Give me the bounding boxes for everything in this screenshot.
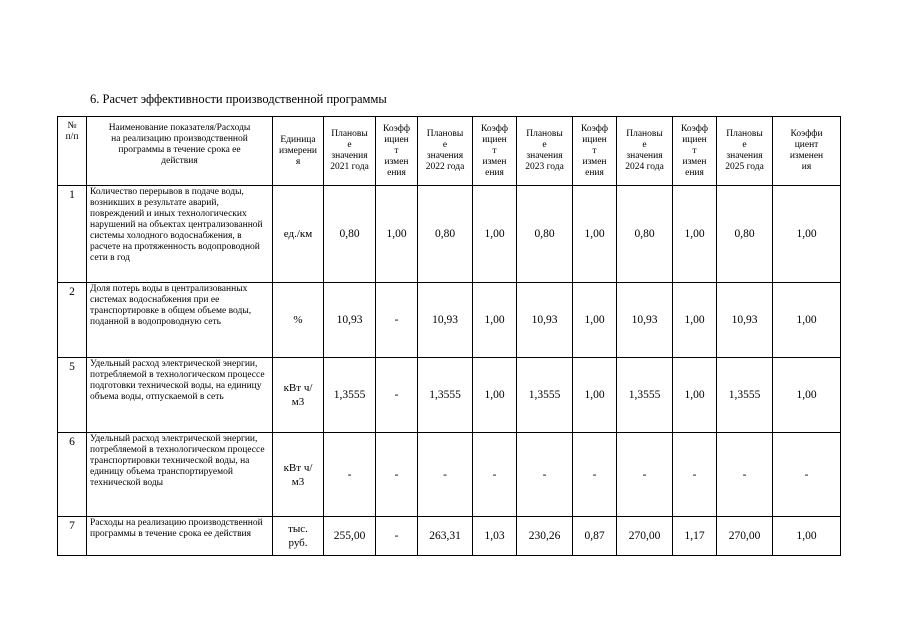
value-cell: - bbox=[473, 433, 517, 517]
column-header: Коэфф ициен т измен ения bbox=[376, 117, 418, 186]
value-cell: 1,3555 bbox=[717, 358, 773, 433]
value-cell: 0,80 bbox=[517, 186, 573, 283]
column-header: Плановы е значения 2022 года bbox=[418, 117, 473, 186]
indicator-name: Расходы на реализацию производственной программы в течение срока ее действия bbox=[87, 517, 273, 556]
unit-cell: % bbox=[273, 283, 324, 358]
value-cell: 1,00 bbox=[376, 186, 418, 283]
value-cell: 270,00 bbox=[717, 517, 773, 556]
indicator-name: Доля потерь воды в централизованных системах водоснабжения при ее транспортировке в общем объеме воды, поданной в водопроводную сеть bbox=[87, 283, 273, 358]
value-cell: - bbox=[376, 358, 418, 433]
value-cell: 1,3555 bbox=[418, 358, 473, 433]
value-cell: 1,3555 bbox=[517, 358, 573, 433]
column-header: Плановы е значения 2021 года bbox=[324, 117, 376, 186]
value-cell: 1,00 bbox=[773, 186, 841, 283]
value-cell: 230,26 bbox=[517, 517, 573, 556]
column-header: Единица измерени я bbox=[273, 117, 324, 186]
row-number: 6 bbox=[58, 433, 87, 517]
value-cell: - bbox=[717, 433, 773, 517]
value-cell: 1,00 bbox=[673, 186, 717, 283]
value-cell: 1,00 bbox=[773, 283, 841, 358]
value-cell: 1,00 bbox=[473, 358, 517, 433]
column-header: Коэфф ициен т измен ения bbox=[573, 117, 617, 186]
value-cell: - bbox=[418, 433, 473, 517]
value-cell: 0,87 bbox=[573, 517, 617, 556]
column-header: № п/п bbox=[58, 117, 87, 186]
value-cell: 270,00 bbox=[617, 517, 673, 556]
indicator-name: Удельный расход электрической энергии, потребляемой в технологическом процессе транспортировки технической воды, на единицу объема транспортируемой технической воды bbox=[87, 433, 273, 517]
value-cell: - bbox=[617, 433, 673, 517]
page-title: 6. Расчет эффективности производственной программы bbox=[90, 92, 387, 106]
value-cell: - bbox=[376, 517, 418, 556]
value-cell: 1,00 bbox=[773, 358, 841, 433]
value-cell: 255,00 bbox=[324, 517, 376, 556]
value-cell: 1,00 bbox=[573, 358, 617, 433]
value-cell: 10,93 bbox=[418, 283, 473, 358]
row-number: 2 bbox=[58, 283, 87, 358]
value-cell: - bbox=[376, 283, 418, 358]
value-cell: 1,17 bbox=[673, 517, 717, 556]
value-cell: 10,93 bbox=[517, 283, 573, 358]
value-cell: 10,93 bbox=[717, 283, 773, 358]
table-row bbox=[58, 433, 841, 517]
value-cell: 1,3555 bbox=[617, 358, 673, 433]
table-row bbox=[58, 186, 841, 283]
value-cell: - bbox=[517, 433, 573, 517]
value-cell: 0,80 bbox=[617, 186, 673, 283]
row-number: 7 bbox=[58, 517, 87, 556]
value-cell: 1,00 bbox=[673, 283, 717, 358]
row-number: 1 bbox=[58, 186, 87, 283]
column-header: Коэффи циент изменен ия bbox=[773, 117, 841, 186]
indicator-name: Количество перерывов в подаче воды, возникших в результате аварий, повреждений и иных технологических нарушений на объектах централизованной системы холодного водоснабжения, в расчете на протяженность водопроводной сети в год bbox=[87, 186, 273, 283]
value-cell: - bbox=[773, 433, 841, 517]
value-cell: - bbox=[324, 433, 376, 517]
column-header: Коэфф ициен т измен ения bbox=[673, 117, 717, 186]
value-cell: 1,00 bbox=[473, 283, 517, 358]
value-cell: 0,80 bbox=[324, 186, 376, 283]
unit-cell: кВт ч/ м3 bbox=[273, 433, 324, 517]
value-cell: 0,80 bbox=[717, 186, 773, 283]
column-header: Плановы е значения 2023 года bbox=[517, 117, 573, 186]
table-header-row bbox=[58, 117, 841, 186]
value-cell: 1,00 bbox=[473, 186, 517, 283]
value-cell: 1,00 bbox=[673, 358, 717, 433]
value-cell: 1,3555 bbox=[324, 358, 376, 433]
unit-cell: ед./км bbox=[273, 186, 324, 283]
table-row bbox=[58, 283, 841, 358]
value-cell: 0,80 bbox=[418, 186, 473, 283]
column-header: Плановы е значения 2025 года bbox=[717, 117, 773, 186]
value-cell: - bbox=[673, 433, 717, 517]
value-cell: - bbox=[376, 433, 418, 517]
value-cell: 263,31 bbox=[418, 517, 473, 556]
value-cell: 1,03 bbox=[473, 517, 517, 556]
column-header: Плановы е значения 2024 года bbox=[617, 117, 673, 186]
column-header: Наименование показателя/Расходы на реализацию производственной программы в течение срока ее действия bbox=[87, 117, 273, 186]
table-row bbox=[58, 517, 841, 556]
value-cell: 1,00 bbox=[773, 517, 841, 556]
value-cell: 1,00 bbox=[573, 283, 617, 358]
row-number: 5 bbox=[58, 358, 87, 433]
value-cell: 10,93 bbox=[617, 283, 673, 358]
value-cell: - bbox=[573, 433, 617, 517]
indicator-name: Удельный расход электрической энергии, потребляемой в технологическом процессе подготовки технической воды, на единицу объема воды, отпускаемой в сеть bbox=[87, 358, 273, 433]
value-cell: 10,93 bbox=[324, 283, 376, 358]
unit-cell: кВт ч/ м3 bbox=[273, 358, 324, 433]
value-cell: 1,00 bbox=[573, 186, 617, 283]
efficiency-table bbox=[57, 116, 841, 556]
column-header: Коэфф ициен т измен ения bbox=[473, 117, 517, 186]
table-row bbox=[58, 358, 841, 433]
unit-cell: тыс. руб. bbox=[273, 517, 324, 556]
